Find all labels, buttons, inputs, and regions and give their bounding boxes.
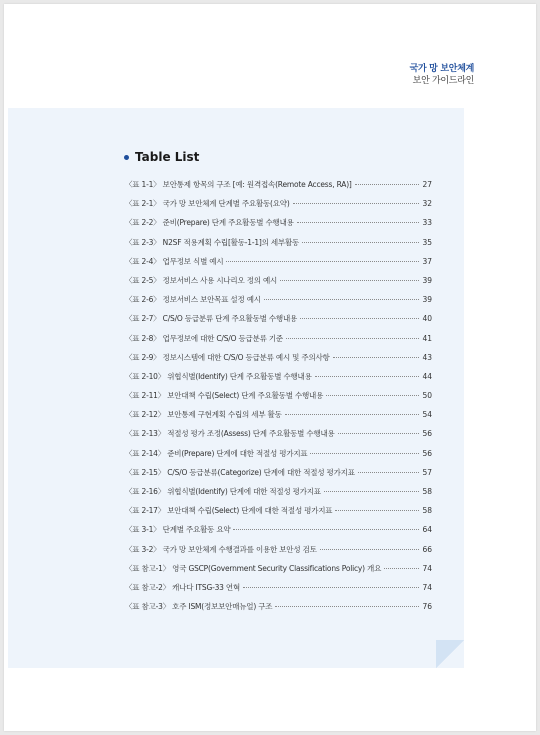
toc-entry-page: 76: [422, 602, 432, 612]
toc-entry-page: 39: [422, 275, 432, 285]
section-title-text: Table List: [135, 150, 200, 164]
toc-entry[interactable]: [125, 428, 432, 447]
toc-entry-label: 〈표 2-17〉 보안대책 수립(Select) 단계에 대한 적절성 평가지표: [125, 506, 333, 516]
dot-leader: [324, 491, 419, 492]
dot-leader: [226, 261, 419, 262]
toc-entry-page: 41: [422, 333, 432, 343]
toc-entry[interactable]: [125, 544, 432, 563]
toc-entry-page: 64: [422, 525, 432, 535]
toc-entry[interactable]: [125, 524, 432, 543]
dot-leader: [286, 338, 419, 339]
toc-entry-label: 〈표 2-10〉 위협식별(Identify) 단계 주요활동별 수행내용: [125, 371, 312, 381]
toc-entry-label: 〈표 2-4〉 업무정보 식별 예시: [125, 256, 224, 266]
toc-entry-label: 〈표 2-7〉 C/S/O 등급분류 단계 주요활동별 수행내용: [125, 314, 298, 324]
dot-leader: [384, 568, 419, 569]
dot-leader: [280, 280, 419, 281]
toc-entry[interactable]: [125, 256, 432, 275]
toc-entry-label: 〈표 2-2〉 준비(Prepare) 단계 주요활동별 수행내용: [125, 218, 294, 228]
toc-entry[interactable]: [125, 582, 432, 601]
toc-entry[interactable]: [125, 217, 432, 236]
toc-entry[interactable]: [125, 198, 432, 217]
toc-entry-label: 〈표 2-5〉 정보서비스 사용 시나리오 정의 예시: [125, 275, 278, 285]
toc-entry[interactable]: [125, 390, 432, 409]
toc-entry-page: 66: [422, 544, 432, 554]
toc-entry-page: 43: [422, 352, 432, 362]
toc-entry[interactable]: [125, 352, 432, 371]
toc-entry[interactable]: [125, 563, 432, 582]
toc-entry-page: 40: [422, 314, 432, 324]
section-title: [124, 150, 199, 164]
toc-entry-label: 〈표 3-2〉 국가 망 보안체계 수행결과를 이용한 보안성 검토: [125, 544, 317, 554]
toc-entry-label: 〈표 2-13〉 적절성 평가 조정(Assess) 단계 주요활동별 수행내용: [125, 429, 335, 439]
dot-leader: [275, 606, 419, 607]
dot-leader: [320, 549, 419, 550]
dot-leader: [233, 529, 419, 530]
toc-entry-page: 74: [422, 582, 432, 592]
dot-leader: [302, 242, 419, 243]
toc-entry[interactable]: [125, 601, 432, 620]
toc-entry[interactable]: [125, 448, 432, 467]
dot-leader: [335, 510, 419, 511]
toc-entry-label: 〈표 2-9〉 정보시스템에 대한 C/S/O 등급분류 예시 및 주의사항: [125, 352, 330, 362]
page-fold-corner: [436, 640, 464, 668]
toc-entry-page: 33: [422, 218, 432, 228]
dot-leader: [333, 357, 419, 358]
toc-entry-page: 32: [422, 199, 432, 209]
dot-leader: [338, 433, 419, 434]
bullet-icon: [124, 155, 129, 160]
toc-entry[interactable]: [125, 294, 432, 313]
toc-entry-label: 〈표 2-12〉 보안통제 구현계획 수립의 세부 활동: [125, 410, 282, 420]
dot-leader: [297, 222, 419, 223]
toc-entry-page: 58: [422, 487, 432, 496]
toc-entry[interactable]: [125, 371, 432, 390]
toc-entry-page: 44: [422, 371, 432, 381]
toc-entry[interactable]: [125, 333, 432, 352]
toc-entry-page: 58: [422, 506, 432, 516]
header-subtitle: 보안 가이드라인: [412, 76, 474, 86]
dot-leader: [355, 184, 419, 185]
toc-entry-page: 57: [422, 467, 432, 477]
toc-entry-label: 〈표 3-1〉 단계별 주요활동 요약: [125, 525, 231, 535]
toc-entry-page: 35: [422, 237, 432, 247]
toc-entry-label: 〈표 2-15〉 C/S/O 등급분류(Categorize) 단계에 대한 적절성 평가지표: [125, 467, 355, 477]
toc-entry-label: 〈표 2-11〉 보안대책 수립(Select) 단계 주요활동별 수행내용: [125, 391, 324, 401]
toc-entry[interactable]: [125, 505, 432, 524]
table-list: [125, 179, 432, 620]
toc-entry[interactable]: [125, 275, 432, 294]
toc-entry[interactable]: [125, 237, 432, 256]
toc-entry[interactable]: [125, 179, 432, 198]
dot-leader: [358, 472, 419, 473]
toc-entry-page: 56: [422, 448, 432, 458]
dot-leader: [326, 395, 419, 396]
toc-entry[interactable]: [125, 486, 432, 505]
toc-entry-page: 37: [422, 256, 432, 266]
toc-entry-label: 〈표 2-1〉 국가 망 보안체계 단계별 주요활동(요약): [125, 199, 290, 209]
toc-entry[interactable]: [125, 409, 432, 428]
toc-entry[interactable]: [125, 467, 432, 486]
toc-entry-label: 〈표 2-16〉 위협식별(Identify) 단계에 대한 적절성 평가지표: [125, 487, 321, 496]
running-header: [410, 63, 474, 87]
toc-entry-label: 〈표 2-3〉 N2SF 적용계획 수립[활동-1-1]의 세부활동: [125, 237, 300, 247]
toc-entry-page: 39: [422, 295, 432, 305]
dot-leader: [315, 376, 419, 377]
toc-entry-page: 54: [422, 410, 432, 420]
dot-leader: [264, 299, 419, 300]
toc-entry-page: 56: [422, 429, 432, 439]
toc-entry-label: 〈표 참고-1〉 영국 GSCP(Government Security Classifications Policy) 개요: [125, 563, 382, 573]
dot-leader: [285, 414, 419, 415]
dot-leader: [300, 318, 419, 319]
dot-leader: [310, 453, 419, 454]
dot-leader: [243, 587, 419, 588]
toc-entry-label: 〈표 참고-3〉 호주 ISM(정보보안매뉴얼) 구조: [125, 602, 273, 612]
toc-entry-label: 〈표 1-1〉 보안통제 항목의 구조 [예: 원격접속(Remote Access, RA)]: [125, 180, 352, 189]
toc-entry-label: 〈표 2-8〉 업무정보에 대한 C/S/O 등급분류 기준: [125, 333, 283, 343]
toc-entry-label: 〈표 2-14〉 준비(Prepare) 단계에 대한 적절성 평가지표: [125, 448, 308, 458]
header-title: 국가 망 보안체계: [409, 64, 474, 74]
toc-entry-label: 〈표 2-6〉 정보서비스 보안목표 설정 예시: [125, 295, 261, 305]
toc-entry[interactable]: [125, 313, 432, 332]
toc-entry-page: 27: [422, 180, 432, 189]
toc-entry-label: 〈표 참고-2〉 캐나다 ITSG-33 연혁: [125, 582, 240, 592]
dot-leader: [293, 203, 419, 204]
toc-entry-page: 50: [422, 391, 432, 401]
toc-entry-page: 74: [422, 563, 432, 573]
